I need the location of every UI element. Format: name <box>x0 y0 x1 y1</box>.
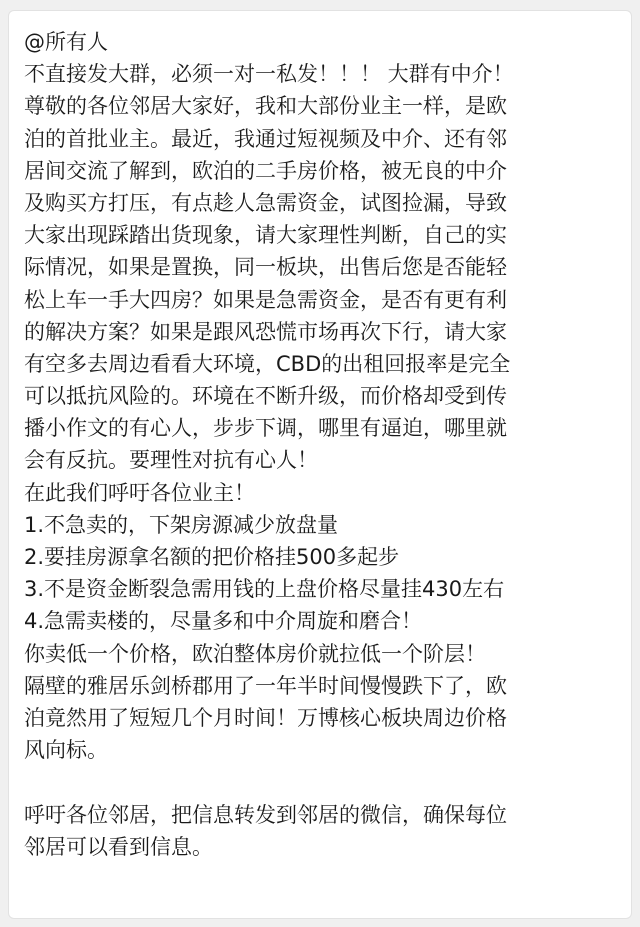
message-line: 泊的首批业主。最近，我通过短视频及中介、还有邻 <box>24 126 507 151</box>
paragraph-spacer <box>24 766 620 798</box>
message-line: 大家出现踩踏出货现象，请大家理性判断，自己的实 <box>24 223 507 248</box>
message-line: 际情况，如果是置换，同一板块，出售后您是否能轻 <box>24 255 507 280</box>
message-line: 你卖低一个价格，欧泊整体房价就拉低一个阶层！ <box>24 641 486 666</box>
message-line: 在此我们呼吁各位业主！ <box>24 480 255 505</box>
message-line: 可以抵抗风险的。环境在不断升级，而价格却受到传 <box>24 384 507 409</box>
list-item: 3.不是资金断裂急需用钱的上盘价格尽量挂430左右 <box>24 577 505 602</box>
message-line: 松上车一手大四房？如果是急需资金，是否有更有利 <box>24 287 507 312</box>
closing-line: 呼吁各位邻居，把信息转发到邻居的微信，确保每位 <box>24 802 507 827</box>
message-line: 及购买方打压，有点趁人急需资金，试图捡漏，导致 <box>24 190 507 215</box>
list-item: 1.不急卖的，下架房源减少放盘量 <box>24 512 339 537</box>
mention-line: @所有人 <box>24 30 108 54</box>
closing-line: 邻居可以看到信息。 <box>24 834 213 859</box>
message-line: 的解决方案？如果是跟风恐慌市场再次下行，请大家 <box>24 319 507 344</box>
list-item: 2.要挂房源拿名额的把价格挂500多起步 <box>24 545 400 569</box>
message-line: 会有反抗。要理性对抗有心人！ <box>24 448 318 473</box>
message-line: 风向标。 <box>24 738 108 763</box>
list-item: 4.急需卖楼的，尽量多和中介周旋和磨合！ <box>24 609 423 634</box>
message-line: 居间交流了解到，欧泊的二手房价格，被无良的中介 <box>24 158 507 183</box>
message-line: 隔壁的雅居乐剑桥郡用了一年半时间慢慢跌下了，欧 <box>24 673 507 698</box>
message-line: 有空多去周边看看大环境，CBD的出租回报率是完全 <box>24 351 511 376</box>
message-line: 泊竟然用了短短几个月时间！万博核心板块周边价格 <box>24 705 507 730</box>
message-line: 尊敬的各位邻居大家好，我和大部份业主一样，是欧 <box>24 94 507 119</box>
message-text <box>24 26 620 863</box>
message-line: 播小作文的有心人，步步下调，哪里有逼迫，哪里就 <box>24 416 507 441</box>
message-line: 不直接发大群，必须一对一私发！！！ 大群有中介！ <box>24 62 514 87</box>
